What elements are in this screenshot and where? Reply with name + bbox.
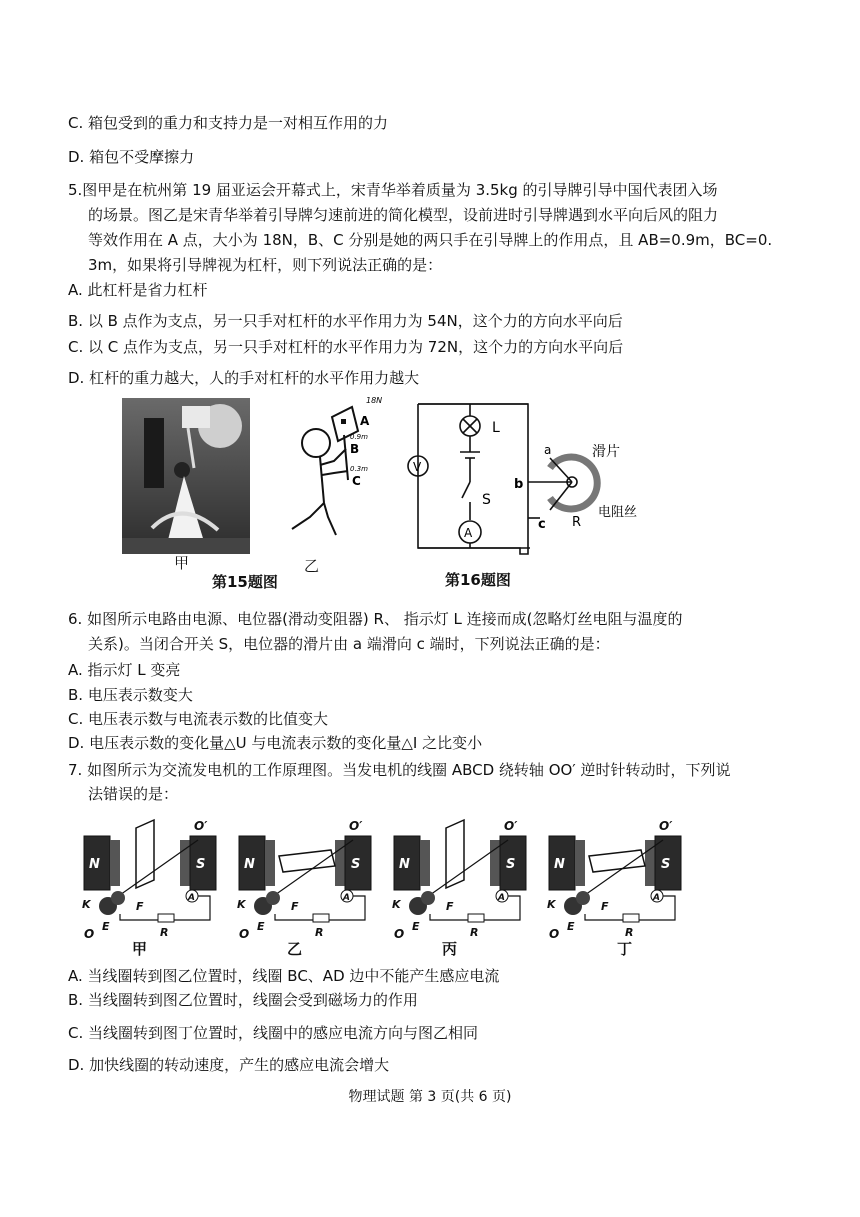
q7-option-b: B. 当线圈转到图乙位置时，线圈会受到磁场力的作用 xyxy=(68,991,418,1009)
generator-brush-e-1: E xyxy=(102,920,110,933)
generator-magnet-s-4: S xyxy=(661,857,671,872)
fig16-resistor-label: R xyxy=(572,515,582,530)
q7-option-a: A. 当线圈转到图乙位置时，线圈 BC、AD 边中不能产生感应电流 xyxy=(68,967,500,985)
generator-brush-k-3: K xyxy=(392,898,401,911)
generator-brush-f-4: F xyxy=(601,900,609,913)
q7-stem-line1: 7. 如图所示为交流发电机的工作原理图。当发电机的线圈 ABCD 绕转轴 OO′ 逆时针转动时，下列说 xyxy=(68,761,731,779)
q7-option-d: D. 加快线圈的转动速度，产生的感应电流会增大 xyxy=(68,1056,390,1074)
q5-option-a: A. 此杠杆是省力杠杆 xyxy=(68,281,208,299)
fig16-point-b: b xyxy=(514,477,524,492)
generator-figure-2 xyxy=(235,810,385,964)
generator-axis-o-4: O xyxy=(549,927,560,941)
generator-svg-3 xyxy=(390,810,540,960)
fig15-point-c: C xyxy=(352,474,361,488)
generator-axis-o-prime-2: O′ xyxy=(349,819,363,833)
generator-figure-1 xyxy=(80,810,230,964)
fig16-ammeter: A xyxy=(464,526,473,540)
generator-axis-o-2: O xyxy=(239,927,250,941)
q6-option-b: B. 电压表示数变大 xyxy=(68,686,193,704)
q5-stem-line1: 5.图甲是在杭州第 19 届亚运会开幕式上，宋青华举着质量为 3.5kg 的引导牌引导中国代表团入场 xyxy=(68,181,718,199)
q6-stem-line2: 关系)。当闭合开关 S，电位器的滑片由 a 端滑向 c 端时，下列说法正确的是： xyxy=(88,635,610,653)
fig15-point-b: B xyxy=(350,442,360,456)
generator-resistor-r-4: R xyxy=(625,926,634,939)
generator-brush-e-3: E xyxy=(412,920,420,933)
q5-option-c: C. 以 C 点作为支点，另一只手对杠杆的水平作用力为 72N，这个力的方向水平向后 xyxy=(68,338,624,356)
q5-stem-line4: 3m，如果将引导牌视为杠杆，则下列说法正确的是： xyxy=(88,256,443,274)
generator-brush-e-4: E xyxy=(567,920,575,933)
fig15-caption: 第15题图 xyxy=(212,573,278,591)
generator-ammeter-2: A xyxy=(343,893,350,903)
fig15-label-jia: 甲 xyxy=(174,554,190,572)
generator-magnet-n-4: N xyxy=(554,857,565,872)
generator-brush-k-2: K xyxy=(237,898,246,911)
q6-option-a: A. 指示灯 L 变亮 xyxy=(68,661,181,679)
generator-brush-f-2: F xyxy=(291,900,299,913)
fig15-note-03: 0.3m xyxy=(350,465,368,473)
fig16-voltmeter: V xyxy=(413,460,422,474)
generator-axis-o-prime-1: O′ xyxy=(194,819,208,833)
generator-ammeter-1: A xyxy=(188,893,195,903)
generator-label-3: 丙 xyxy=(442,940,458,958)
fig15-note-18n: 18N xyxy=(366,396,383,405)
generator-svg-1 xyxy=(80,810,230,960)
fig16-caption: 第16题图 xyxy=(445,571,511,589)
q4-option-d: D. 箱包不受摩擦力 xyxy=(68,148,195,166)
q6-option-c: C. 电压表示数与电流表示数的比值变大 xyxy=(68,710,329,728)
fig15-label-yi: 乙 xyxy=(304,557,320,575)
q7-stem-line2: 法错误的是： xyxy=(88,785,179,803)
q5-stem-line3: 等效作用在 A 点，大小为 18N，B、C 分别是她的两只手在引导牌上的作用点，且 AB=0.9m，BC=0. xyxy=(88,231,773,249)
q6-stem-line1: 6. 如图所示电路由电源、电位器(滑动变阻器) R、 指示灯 L 连接而成(忽略灯丝电阻与温度的 xyxy=(68,610,683,628)
fig15-photo xyxy=(122,398,250,554)
generator-magnet-s-2: S xyxy=(351,857,361,872)
generator-label-2: 乙 xyxy=(287,940,303,958)
fig16-circuit xyxy=(400,398,660,558)
generator-axis-o-prime-3: O′ xyxy=(504,819,518,833)
generator-axis-o-3: O xyxy=(394,927,405,941)
generator-brush-e-2: E xyxy=(257,920,265,933)
q5-stem-line2: 的场景。图乙是宋青华举着引导牌匀速前进的简化模型，设前进时引导牌遇到水平向后风的阻力 xyxy=(88,206,719,224)
q4-option-c: C. 箱包受到的重力和支持力是一对相互作用的力 xyxy=(68,114,389,132)
generator-magnet-n-3: N xyxy=(399,857,410,872)
generator-magnet-s-3: S xyxy=(506,857,516,872)
q5-option-b: B. 以 B 点作为支点，另一只手对杠杆的水平作用力为 54N，这个力的方向水平向后 xyxy=(68,312,623,330)
generator-label-1: 甲 xyxy=(132,940,148,958)
generator-figure-4 xyxy=(545,810,695,964)
generator-brush-k-4: K xyxy=(547,898,556,911)
fig15-stick-svg xyxy=(262,395,392,545)
generator-resistor-r-3: R xyxy=(470,926,479,939)
fig16-wire-label: 电阻丝 xyxy=(598,505,638,520)
generator-figure-3 xyxy=(390,810,540,964)
generator-svg-2 xyxy=(235,810,385,960)
fig16-slider-label: 滑片 xyxy=(592,444,620,460)
generator-axis-o-1: O xyxy=(84,927,95,941)
generator-axis-o-prime-4: O′ xyxy=(659,819,673,833)
generator-brush-f-3: F xyxy=(446,900,454,913)
fig15-point-a: A xyxy=(360,414,370,428)
fig16-switch-label: S xyxy=(482,492,491,508)
q6-option-d: D. 电压表示数的变化量△U 与电流表示数的变化量△I 之比变小 xyxy=(68,734,483,752)
fig16-circuit-svg xyxy=(400,398,660,558)
generator-brush-k-1: K xyxy=(82,898,91,911)
fig16-point-a: a xyxy=(544,443,552,457)
generator-brush-f-1: F xyxy=(136,900,144,913)
fig16-lamp-label: L xyxy=(492,420,500,436)
generator-label-4: 丁 xyxy=(617,940,633,958)
generator-ammeter-4: A xyxy=(653,893,660,903)
q7-generator-figures xyxy=(80,810,740,960)
generator-magnet-n-1: N xyxy=(89,857,100,872)
generator-magnet-s-1: S xyxy=(196,857,206,872)
fig15-stick-model xyxy=(262,395,392,545)
generator-resistor-r-2: R xyxy=(315,926,324,939)
q7-option-c: C. 当线圈转到图丁位置时，线圈中的感应电流方向与图乙相同 xyxy=(68,1024,479,1042)
generator-ammeter-3: A xyxy=(498,893,505,903)
q5-option-d: D. 杠杆的重力越大，人的手对杠杆的水平作用力越大 xyxy=(68,369,420,387)
generator-magnet-n-2: N xyxy=(244,857,255,872)
page-footer: 物理试题 第 3 页(共 6 页) xyxy=(348,1089,512,1105)
fig15-note-09: 0.9m xyxy=(350,433,368,441)
generator-resistor-r-1: R xyxy=(160,926,169,939)
fig16-point-c: c xyxy=(538,517,546,532)
